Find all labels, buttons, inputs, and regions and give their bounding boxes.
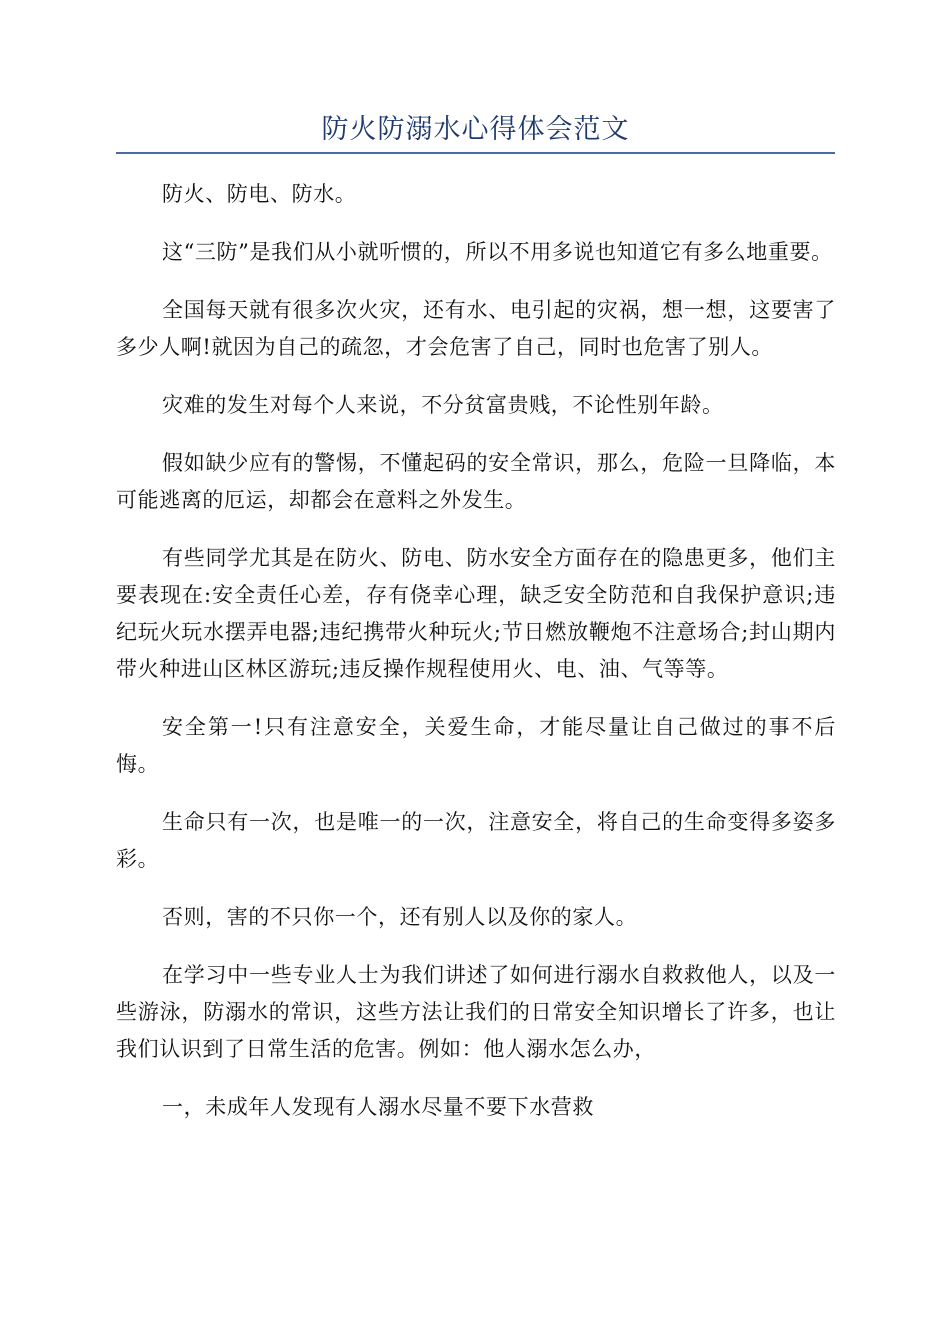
- paragraph-4: 灾难的发生对每个人来说，不分贫富贵贱，不论性别年龄。: [162, 393, 724, 417]
- document-title: 防火防溺水心得体会范文: [321, 114, 630, 145]
- document-body: [116, 176, 836, 1147]
- paragraph-7: 安全第一!只有注意安全，关爱生命，才能尽量让自己做过的事不后悔。: [116, 715, 836, 776]
- paragraph-10: 在学习中一些专业人士为我们讲述了如何进行溺水自救救他人，以及一些游泳，防溺水的常识，这些方法让我们的日常安全知识增长了许多，也让我们认识到了日常生活的危害。例如：他人溺水怎么办，: [116, 963, 836, 1061]
- title-block: [116, 112, 835, 154]
- paragraph-5: 假如缺少应有的警惕，不懂起码的安全常识，那么，危险一旦降临，本可能逃离的厄运，却都会在意料之外发生。: [116, 451, 836, 512]
- paragraph-1: 防火、防电、防水。: [162, 182, 357, 206]
- paragraph-6: 有些同学尤其是在防火、防电、防水安全方面存在的隐患更多，他们主要表现在:安全责任心差，存有侥幸心理，缺乏安全防范和自我保护意识;违纪玩火玩水摆弄电器;违纪携带火种玩火;节日燃放鞭炮不注意场合;封山期内带火种进山区林区游玩;违反操作规程使用火、电、油、气等等。: [116, 546, 836, 681]
- paragraph-11: 一，未成年人发现有人溺水尽量不要下水营救: [162, 1095, 594, 1119]
- paragraph-8: 生命只有一次，也是唯一的一次，注意安全，将自己的生命变得多姿多彩。: [116, 810, 836, 871]
- paragraph-2: 这“三防”是我们从小就听惯的，所以不用多说也知道它有多么地重要。: [162, 240, 833, 264]
- paragraph-3: 全国每天就有很多次火灾，还有水、电引起的灾祸，想一想，这要害了多少人啊!就因为自己的疏忽，才会危害了自己，同时也危害了别人。: [116, 298, 836, 359]
- paragraph-9: 否则，害的不只你一个，还有别人以及你的家人。: [162, 905, 638, 929]
